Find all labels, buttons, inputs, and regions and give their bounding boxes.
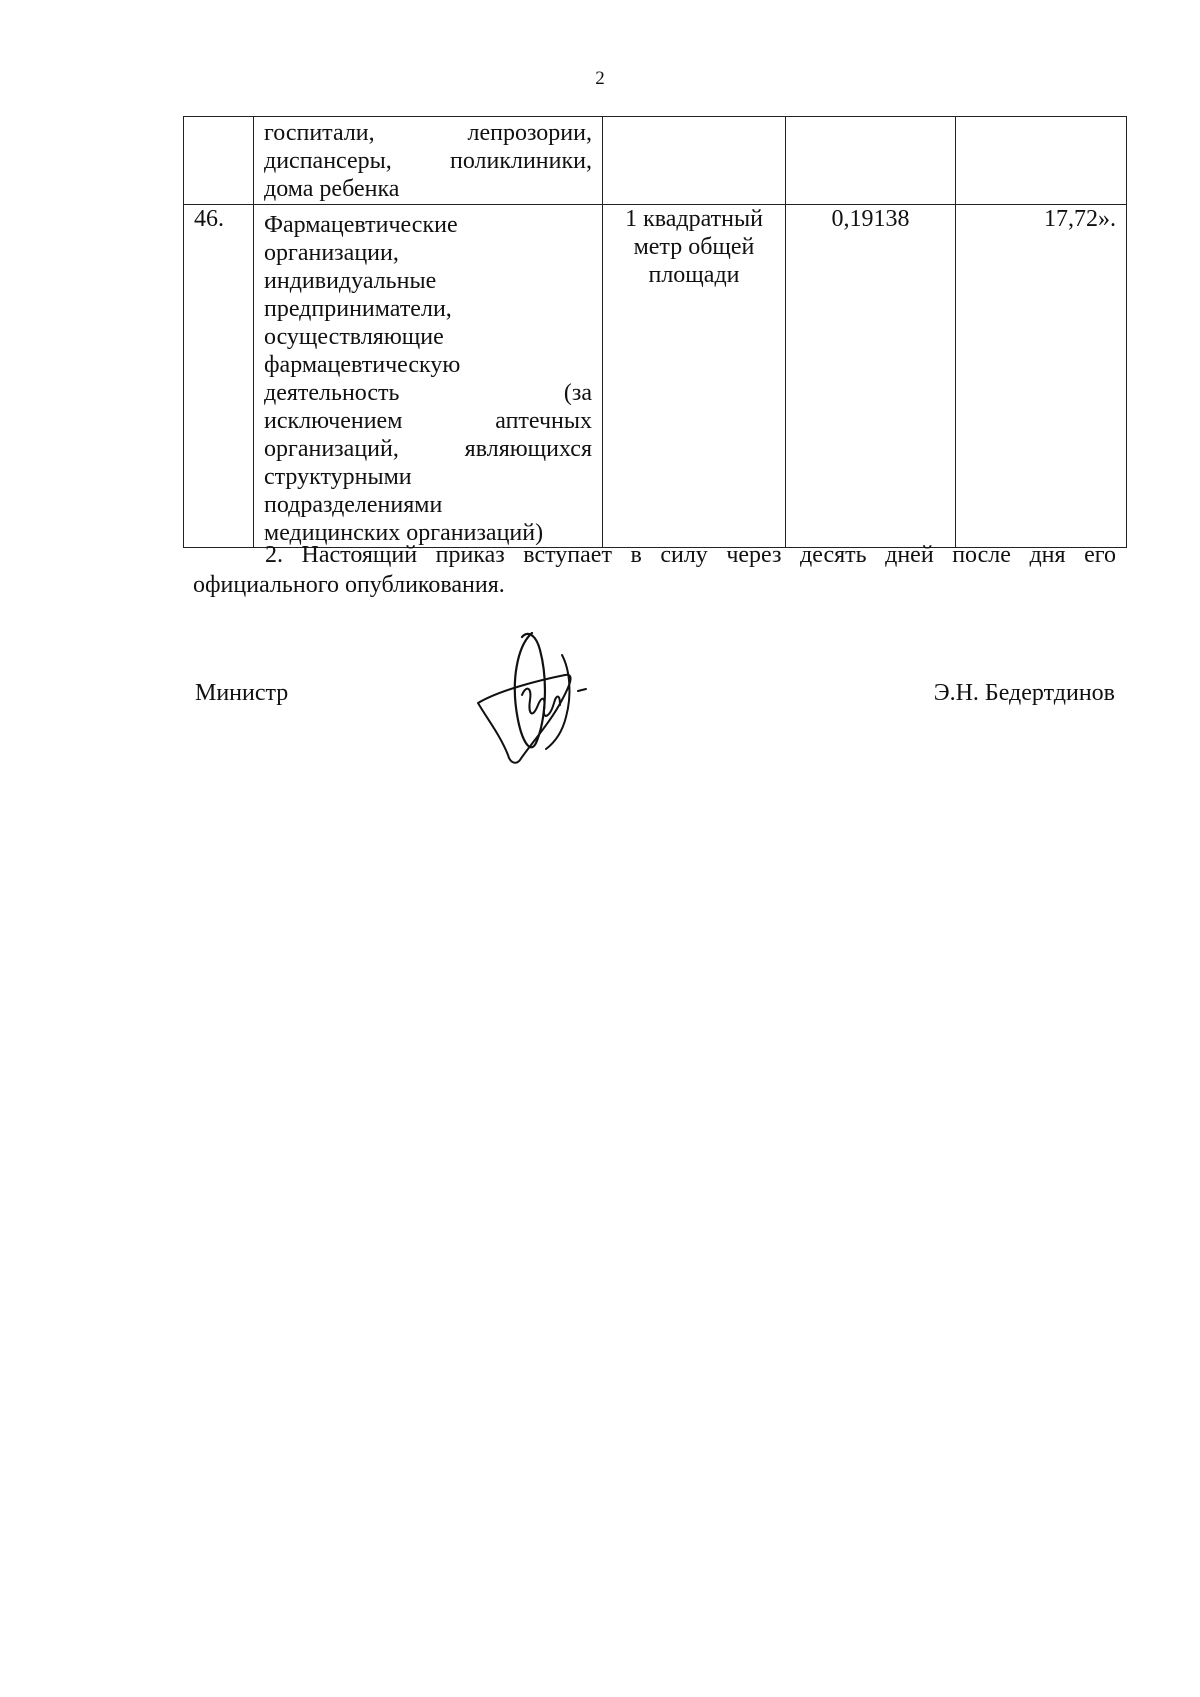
description-line: медицинских организаций) (264, 520, 544, 546)
description-line: индивидуальные (264, 268, 437, 294)
description-line: подразделениями (264, 492, 443, 518)
rate-cell: 17,72». (956, 205, 1127, 548)
row-number-cell (184, 117, 254, 205)
description-line: диспансеры, поликлиники, (264, 148, 592, 174)
table-row (184, 117, 1127, 205)
page-number: 2 (595, 68, 605, 89)
unit-cell (603, 205, 786, 548)
unit-cell (603, 117, 786, 205)
description-line: госпитали, лепрозории, (264, 120, 592, 146)
description-line: дома ребенка (264, 176, 400, 202)
unit-line: площади (648, 262, 740, 288)
signatory-name: Э.Н. Бедертдинов (933, 680, 1115, 706)
description-line: осуществляющие (264, 324, 444, 350)
row-number-cell: 46. (184, 205, 254, 548)
description-cell (254, 205, 603, 548)
description-line: деятельность (за (264, 380, 592, 406)
description-line: организаций, являющихся (264, 436, 592, 462)
description-line: Фармацевтические (264, 212, 458, 238)
tariff-table (183, 116, 1127, 548)
unit-line: метр общей (633, 234, 755, 260)
signatory-title: Министр (195, 680, 289, 706)
signature-mark (470, 625, 610, 770)
description-cell (254, 117, 603, 205)
coefficient-cell (786, 117, 956, 205)
description-line: предприниматели, (264, 296, 452, 322)
description-line: структурными (264, 464, 412, 490)
table-row (184, 205, 1127, 548)
effective-date-paragraph: 2. Настоящий приказ вступает в силу через десять дней после дня его официального опубликования. (193, 542, 1116, 598)
description-line: организации, (264, 240, 399, 266)
description-line: исключением аптечных (264, 408, 592, 434)
unit-line: 1 квадратный (625, 206, 763, 232)
coefficient-cell: 0,19138 (786, 205, 956, 548)
description-line: фармацевтическую (264, 352, 461, 378)
rate-cell (956, 117, 1127, 205)
